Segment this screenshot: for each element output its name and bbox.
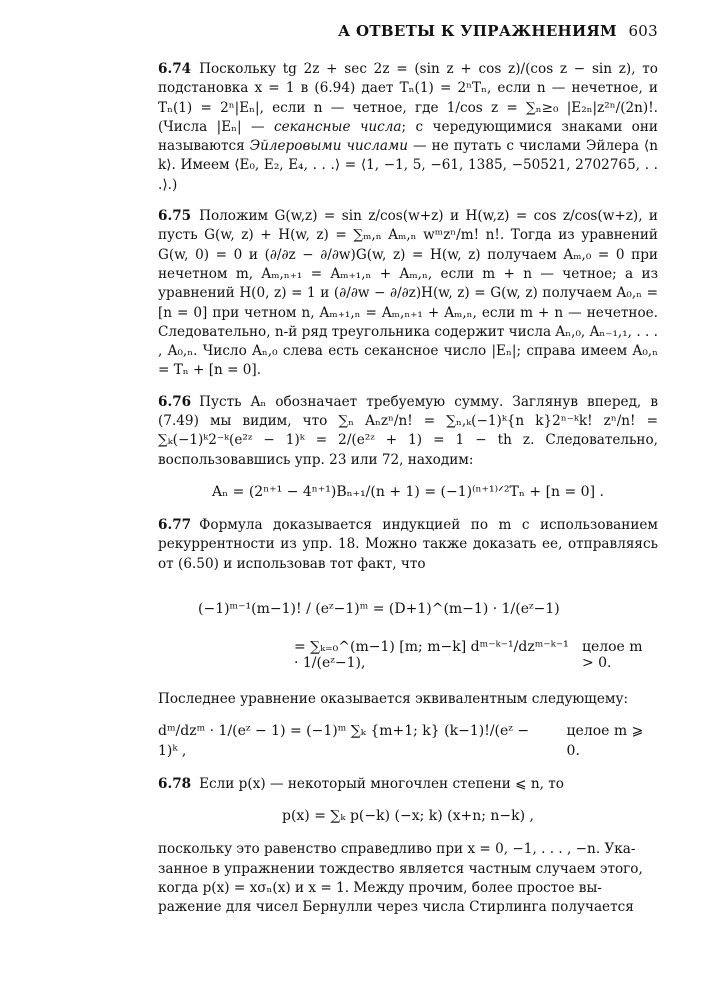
answer-6-76 — [158, 393, 658, 470]
text-line: ражение для чисел Бернулли через числа Стирлинга получается — [158, 899, 634, 916]
exercise-label: 6.77 — [158, 516, 192, 533]
exercise-label: 6.76 — [158, 393, 192, 410]
italic-term: секансные числа — [274, 118, 402, 135]
formula-6-76: Aₙ = (2ⁿ⁺¹ − 4ⁿ⁺¹)Bₙ₊₁/(n + 1) = (−1)⁽ⁿ⁺¹⁾ᐟ²Tₙ + [n = 0] . — [212, 483, 604, 500]
answer-6-78-continuation — [158, 840, 658, 917]
answer-text: Положим G(w,z) = sin z/cos(w+z) и H(w,z) = cos z/cos(w+z), и пусть G(w, z) + H(w, z) = ∑ₘ,ₙ Aₘ,ₙ wᵐzⁿ/m! n!. Тогда из уравнений G(w, 0) = 0 и (∂/∂z − ∂/∂w)G(w, z) = H(w, z) получаем Aₘ,₀ = 0 при нечетном m, Aₘ,ₙ₊₁ = Aₘ₊₁,ₙ + Aₘ,ₙ, если m + n — четное; а из уравнений H(0, z) = 1 и (∂/∂w − ∂/∂z)H(w, z) = G(w, z) получаем A₀,ₙ = [n = 0] при четном n, Aₘ₊₁,ₙ = Aₘ,ₙ₊₁ + Aₘ,ₙ, если m + n — нечетное. Следовательно, n-й ряд треугольника содержит числа Aₙ,₀, Aₙ₋₁,₁, . . . , A₀,ₙ. Число Aₙ,₀ слева есть секансное число |Eₙ|; справа имеем A₀,ₙ = Tₙ + [n = 0]. — [158, 208, 658, 379]
answer-6-74 — [158, 60, 658, 195]
equation-block-6-77 — [198, 586, 658, 678]
answer-text: Формула доказывается индукцией по m с использованием рекуррентности из упр. 18. Можно также доказать ее, отправляясь от (6.50) и использовав тот факт, что — [158, 516, 658, 572]
answer-6-75 — [158, 207, 658, 381]
answer-text: Пусть Aₙ обозначает требуемую сумму. Заглянув вперед, в (7.49) мы видим, что ∑ₙ Aₙzⁿ/n! = ∑ₙ,ₖ(−1)ᵏ{n k}2ⁿ⁻ᵏk! zⁿ/n! = ∑ₖ(−1)ᵏ2⁻ᵏ(e²ᶻ − 1)ᵏ = 2/(e²ᶻ + 1) = 1 − th z. Следовательно, воспользовавшись упр. 23 или 72, находим: — [158, 393, 658, 468]
text-line: когда p(x) = xσₙ(x) и x = 1. Между прочим, более простое вы- — [158, 880, 602, 897]
exercise-label: 6.75 — [158, 208, 192, 225]
exercise-label: 6.78 — [158, 776, 192, 793]
answer-text: Поскольку tg 2z + sec 2z = (sin z + cos z)/(cos z − sin z), то подстановка x = 1 в (6.94) дает Tₙ(1) = 2ⁿTₙ, если n — нечетное, и Tₙ(1) = 2ⁿ|Eₙ|, если n — четное, где 1/cos z = ∑ₙ≥₀ |E₂ₙ|z²ⁿ/(2n)!. (Числа |Eₙ| — — [158, 61, 658, 135]
answer-text: Если p(x) — некоторый многочлен степени ⩽ n, то — [199, 776, 564, 793]
text-line: занное в упражнении тождество является частным случаем этого, — [158, 860, 643, 877]
formula-6-78: p(x) = ∑ₖ p(−k) (−x; k) (x+n; n−k) , — [281, 808, 535, 825]
equation-row — [198, 586, 658, 632]
running-header — [158, 22, 658, 40]
answer-text: — не путать с числами Эйлера ⟨n k⟩. Имеем ⟨E₀, E₂, E₄, . . .⟩ = ⟨1, −1, 5, −61, 1385, −50521, 2702765, . . .⟩.) — [158, 138, 658, 193]
equation-note: целое m > 0. — [581, 638, 643, 671]
answer-6-78 — [158, 775, 658, 794]
header-title: А ОТВЕТЫ К УПРАЖНЕНИЯМ — [337, 22, 617, 40]
formula-6-77 — [158, 721, 658, 761]
page-number: 603 — [628, 22, 658, 40]
answer-6-77 — [158, 516, 658, 574]
equation-row — [198, 632, 658, 678]
answer-continuation: Последнее уравнение оказывается эквивалентным следующему: — [158, 690, 629, 707]
exercise-label: 6.74 — [158, 61, 192, 77]
equation: = ∑ₖ₌₀^(m−1) [m; m−k] dᵐ⁻ᵏ⁻¹/dzᵐ⁻ᵏ⁻¹ · 1/(eᶻ−1), — [294, 638, 569, 671]
equation: dᵐ/dzᵐ · 1/(eᶻ − 1) = (−1)ᵐ ∑ₖ {m+1; k} (k−1)!/(eᶻ − 1)ᵏ , — [158, 723, 530, 760]
page — [158, 22, 658, 918]
equation-note: целое m ⩾ 0. — [566, 723, 644, 760]
equation: (−1)ᵐ⁻¹(m−1)! / (eᶻ−1)ᵐ = (D+1)^(m−1) · 1/(eᶻ−1) — [198, 600, 560, 617]
italic-term: Эйлеровыми числами — [249, 138, 409, 155]
text-line: поскольку это равенство справедливо при x = 0, −1, . . . , −n. Ука- — [158, 841, 636, 858]
answer-text: ; с чередующимися знаками они называются — [158, 118, 658, 155]
